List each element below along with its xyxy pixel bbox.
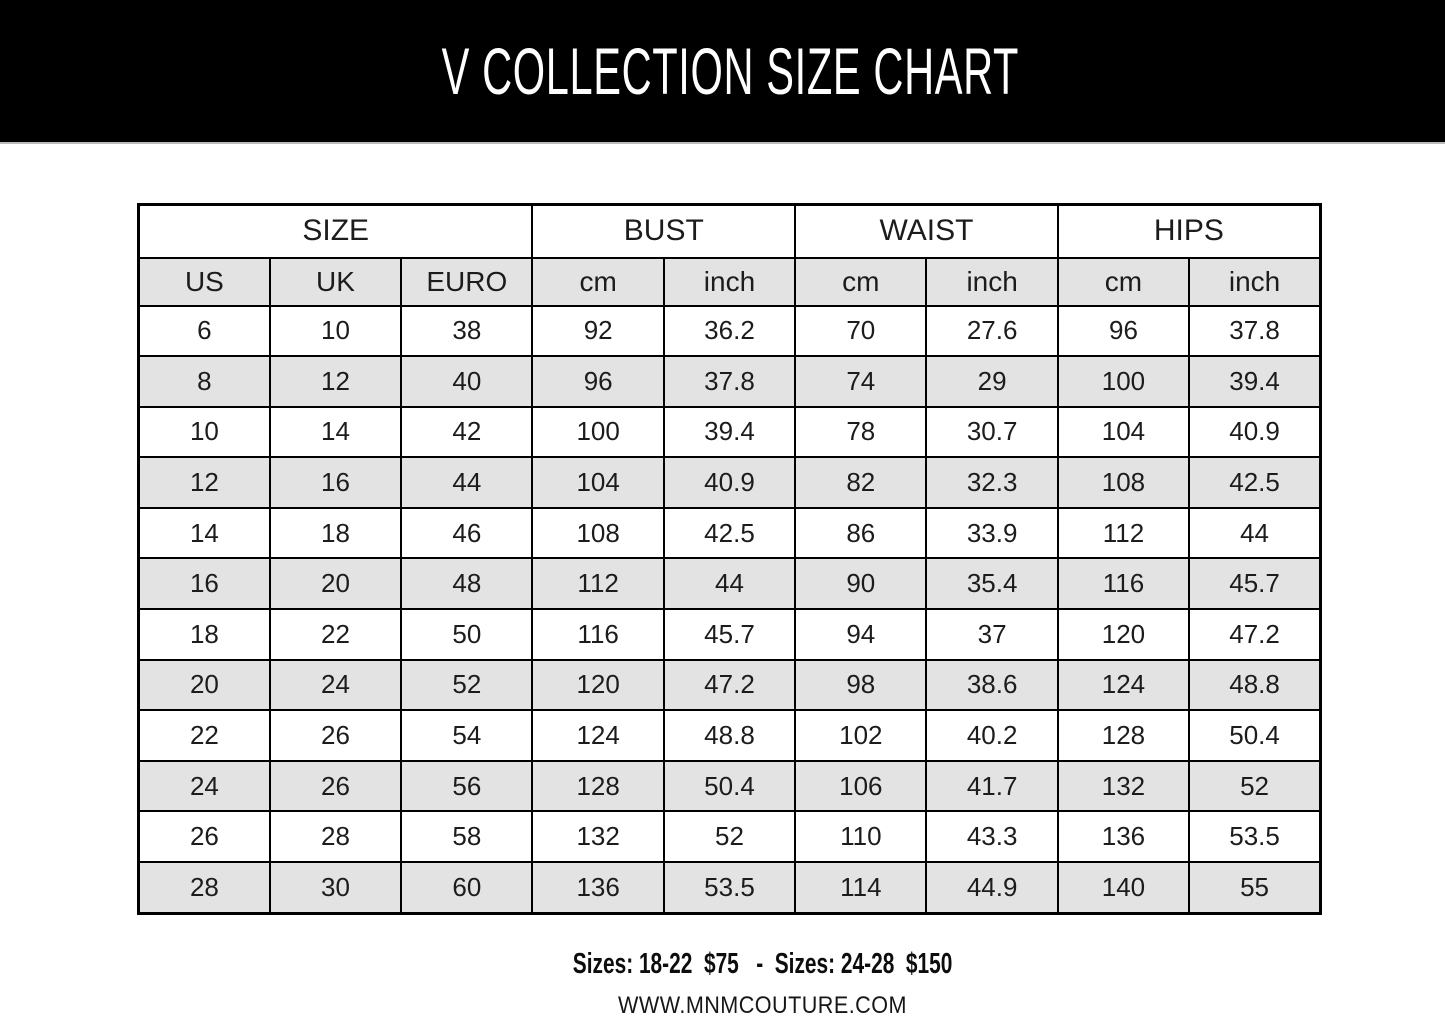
size-cell: 140	[1058, 862, 1189, 913]
size-cell: 86	[795, 508, 926, 559]
table-row	[139, 660, 1321, 711]
group-header-bust: BUST	[532, 205, 795, 258]
size-cell: 50.4	[1189, 710, 1320, 761]
size-cell: 78	[795, 407, 926, 458]
size-cell: 82	[795, 457, 926, 508]
column-header-hips-inch: inch	[1189, 258, 1320, 306]
size-cell: 6	[139, 306, 270, 357]
table-row	[139, 761, 1321, 812]
size-cell: 50.4	[664, 761, 795, 812]
size-cell: 56	[401, 761, 532, 812]
size-cell: 45.7	[664, 609, 795, 660]
size-cell: 40.2	[926, 710, 1057, 761]
column-header-euro: EURO	[401, 258, 532, 306]
size-cell: 100	[1058, 356, 1189, 407]
size-cell: 42.5	[664, 508, 795, 559]
size-cell: 55	[1189, 862, 1320, 913]
size-cell: 108	[1058, 457, 1189, 508]
size-cell: 94	[795, 609, 926, 660]
size-cell: 104	[532, 457, 663, 508]
size-cell: 102	[795, 710, 926, 761]
size-cell: 14	[139, 508, 270, 559]
table-row	[139, 457, 1321, 508]
table-row	[139, 558, 1321, 609]
size-cell: 52	[1189, 761, 1320, 812]
size-cell: 22	[270, 609, 401, 660]
size-cell: 43.3	[926, 811, 1057, 862]
size-cell: 136	[532, 862, 663, 913]
size-cell: 124	[532, 710, 663, 761]
size-cell: 96	[532, 356, 663, 407]
table-row	[139, 710, 1321, 761]
size-cell: 18	[139, 609, 270, 660]
size-cell: 44	[401, 457, 532, 508]
size-cell: 114	[795, 862, 926, 913]
size-cell: 38	[401, 306, 532, 357]
size-cell: 39.4	[664, 407, 795, 458]
size-cell: 30	[270, 862, 401, 913]
column-header-bust-cm: cm	[532, 258, 663, 306]
size-cell: 96	[1058, 306, 1189, 357]
size-cell: 116	[532, 609, 663, 660]
size-cell: 41.7	[926, 761, 1057, 812]
size-cell: 108	[532, 508, 663, 559]
size-cell: 39.4	[1189, 356, 1320, 407]
size-cell: 58	[401, 811, 532, 862]
column-header-uk: UK	[270, 258, 401, 306]
size-cell: 47.2	[664, 660, 795, 711]
sub-header-row	[139, 258, 1321, 306]
size-cell: 128	[1058, 710, 1189, 761]
size-cell: 106	[795, 761, 926, 812]
size-cell: 14	[270, 407, 401, 458]
size-cell: 42.5	[1189, 457, 1320, 508]
size-cell: 98	[795, 660, 926, 711]
size-cell: 16	[270, 457, 401, 508]
size-cell: 53.5	[1189, 811, 1320, 862]
size-cell: 44	[664, 558, 795, 609]
size-cell: 110	[795, 811, 926, 862]
size-cell: 48.8	[1189, 660, 1320, 711]
size-cell: 124	[1058, 660, 1189, 711]
table-header	[139, 205, 1321, 306]
size-cell: 27.6	[926, 306, 1057, 357]
size-cell: 132	[1058, 761, 1189, 812]
size-cell: 53.5	[664, 862, 795, 913]
size-cell: 22	[139, 710, 270, 761]
size-cell: 16	[139, 558, 270, 609]
group-header-row	[139, 205, 1321, 258]
size-cell: 37.8	[664, 356, 795, 407]
group-header-hips: HIPS	[1058, 205, 1321, 258]
size-cell: 40	[401, 356, 532, 407]
table-row	[139, 609, 1321, 660]
size-cell: 104	[1058, 407, 1189, 458]
size-cell: 132	[532, 811, 663, 862]
size-cell: 37.8	[1189, 306, 1320, 357]
column-header-hips-cm: cm	[1058, 258, 1189, 306]
size-cell: 60	[401, 862, 532, 913]
size-cell: 48.8	[664, 710, 795, 761]
size-cell: 20	[139, 660, 270, 711]
size-cell: 54	[401, 710, 532, 761]
pricing-line	[0, 948, 1445, 981]
size-cell: 50	[401, 609, 532, 660]
size-cell: 70	[795, 306, 926, 357]
group-header-size: SIZE	[139, 205, 533, 258]
size-cell: 10	[139, 407, 270, 458]
size-cell: 36.2	[664, 306, 795, 357]
table-row	[139, 306, 1321, 357]
size-cell: 136	[1058, 811, 1189, 862]
column-header-waist-inch: inch	[926, 258, 1057, 306]
website-text: WWW.MNMCOUTURE.COM	[618, 992, 907, 1019]
size-cell: 38.6	[926, 660, 1057, 711]
table-body	[139, 306, 1321, 914]
size-cell: 29	[926, 356, 1057, 407]
size-cell: 33.9	[926, 508, 1057, 559]
size-cell: 26	[270, 761, 401, 812]
size-cell: 30.7	[926, 407, 1057, 458]
size-cell: 18	[270, 508, 401, 559]
size-cell: 8	[139, 356, 270, 407]
size-cell: 44	[1189, 508, 1320, 559]
size-cell: 52	[664, 811, 795, 862]
size-cell: 26	[270, 710, 401, 761]
size-cell: 112	[1058, 508, 1189, 559]
size-cell: 32.3	[926, 457, 1057, 508]
column-header-waist-cm: cm	[795, 258, 926, 306]
group-header-waist: WAIST	[795, 205, 1058, 258]
size-cell: 48	[401, 558, 532, 609]
size-cell: 120	[532, 660, 663, 711]
size-cell: 42	[401, 407, 532, 458]
website-line	[0, 992, 1445, 1020]
size-cell: 28	[270, 811, 401, 862]
size-cell: 112	[532, 558, 663, 609]
size-cell: 12	[270, 356, 401, 407]
size-cell: 12	[139, 457, 270, 508]
size-cell: 28	[139, 862, 270, 913]
size-cell: 52	[401, 660, 532, 711]
size-cell: 120	[1058, 609, 1189, 660]
size-cell: 44.9	[926, 862, 1057, 913]
size-cell: 26	[139, 811, 270, 862]
size-cell: 128	[532, 761, 663, 812]
table-row	[139, 862, 1321, 913]
table-row	[139, 508, 1321, 559]
size-cell: 46	[401, 508, 532, 559]
size-cell: 37	[926, 609, 1057, 660]
table-row	[139, 811, 1321, 862]
size-cell: 40.9	[1189, 407, 1320, 458]
page-title: V COLLECTION SIZE CHART	[441, 34, 1020, 108]
size-cell: 47.2	[1189, 609, 1320, 660]
size-cell: 24	[270, 660, 401, 711]
column-header-bust-inch: inch	[664, 258, 795, 306]
size-cell: 116	[1058, 558, 1189, 609]
column-header-us: US	[139, 258, 270, 306]
size-cell: 90	[795, 558, 926, 609]
size-cell: 10	[270, 306, 401, 357]
size-chart-table	[137, 203, 1322, 915]
table-row	[139, 356, 1321, 407]
table-row	[139, 407, 1321, 458]
header-banner	[0, 0, 1445, 144]
size-cell: 100	[532, 407, 663, 458]
size-cell: 92	[532, 306, 663, 357]
size-cell: 35.4	[926, 558, 1057, 609]
size-cell: 24	[139, 761, 270, 812]
size-cell: 40.9	[664, 457, 795, 508]
size-cell: 74	[795, 356, 926, 407]
size-cell: 20	[270, 558, 401, 609]
pricing-text: Sizes: 18-22 $75 - Sizes: 24-28 $150	[572, 948, 953, 980]
size-cell: 45.7	[1189, 558, 1320, 609]
